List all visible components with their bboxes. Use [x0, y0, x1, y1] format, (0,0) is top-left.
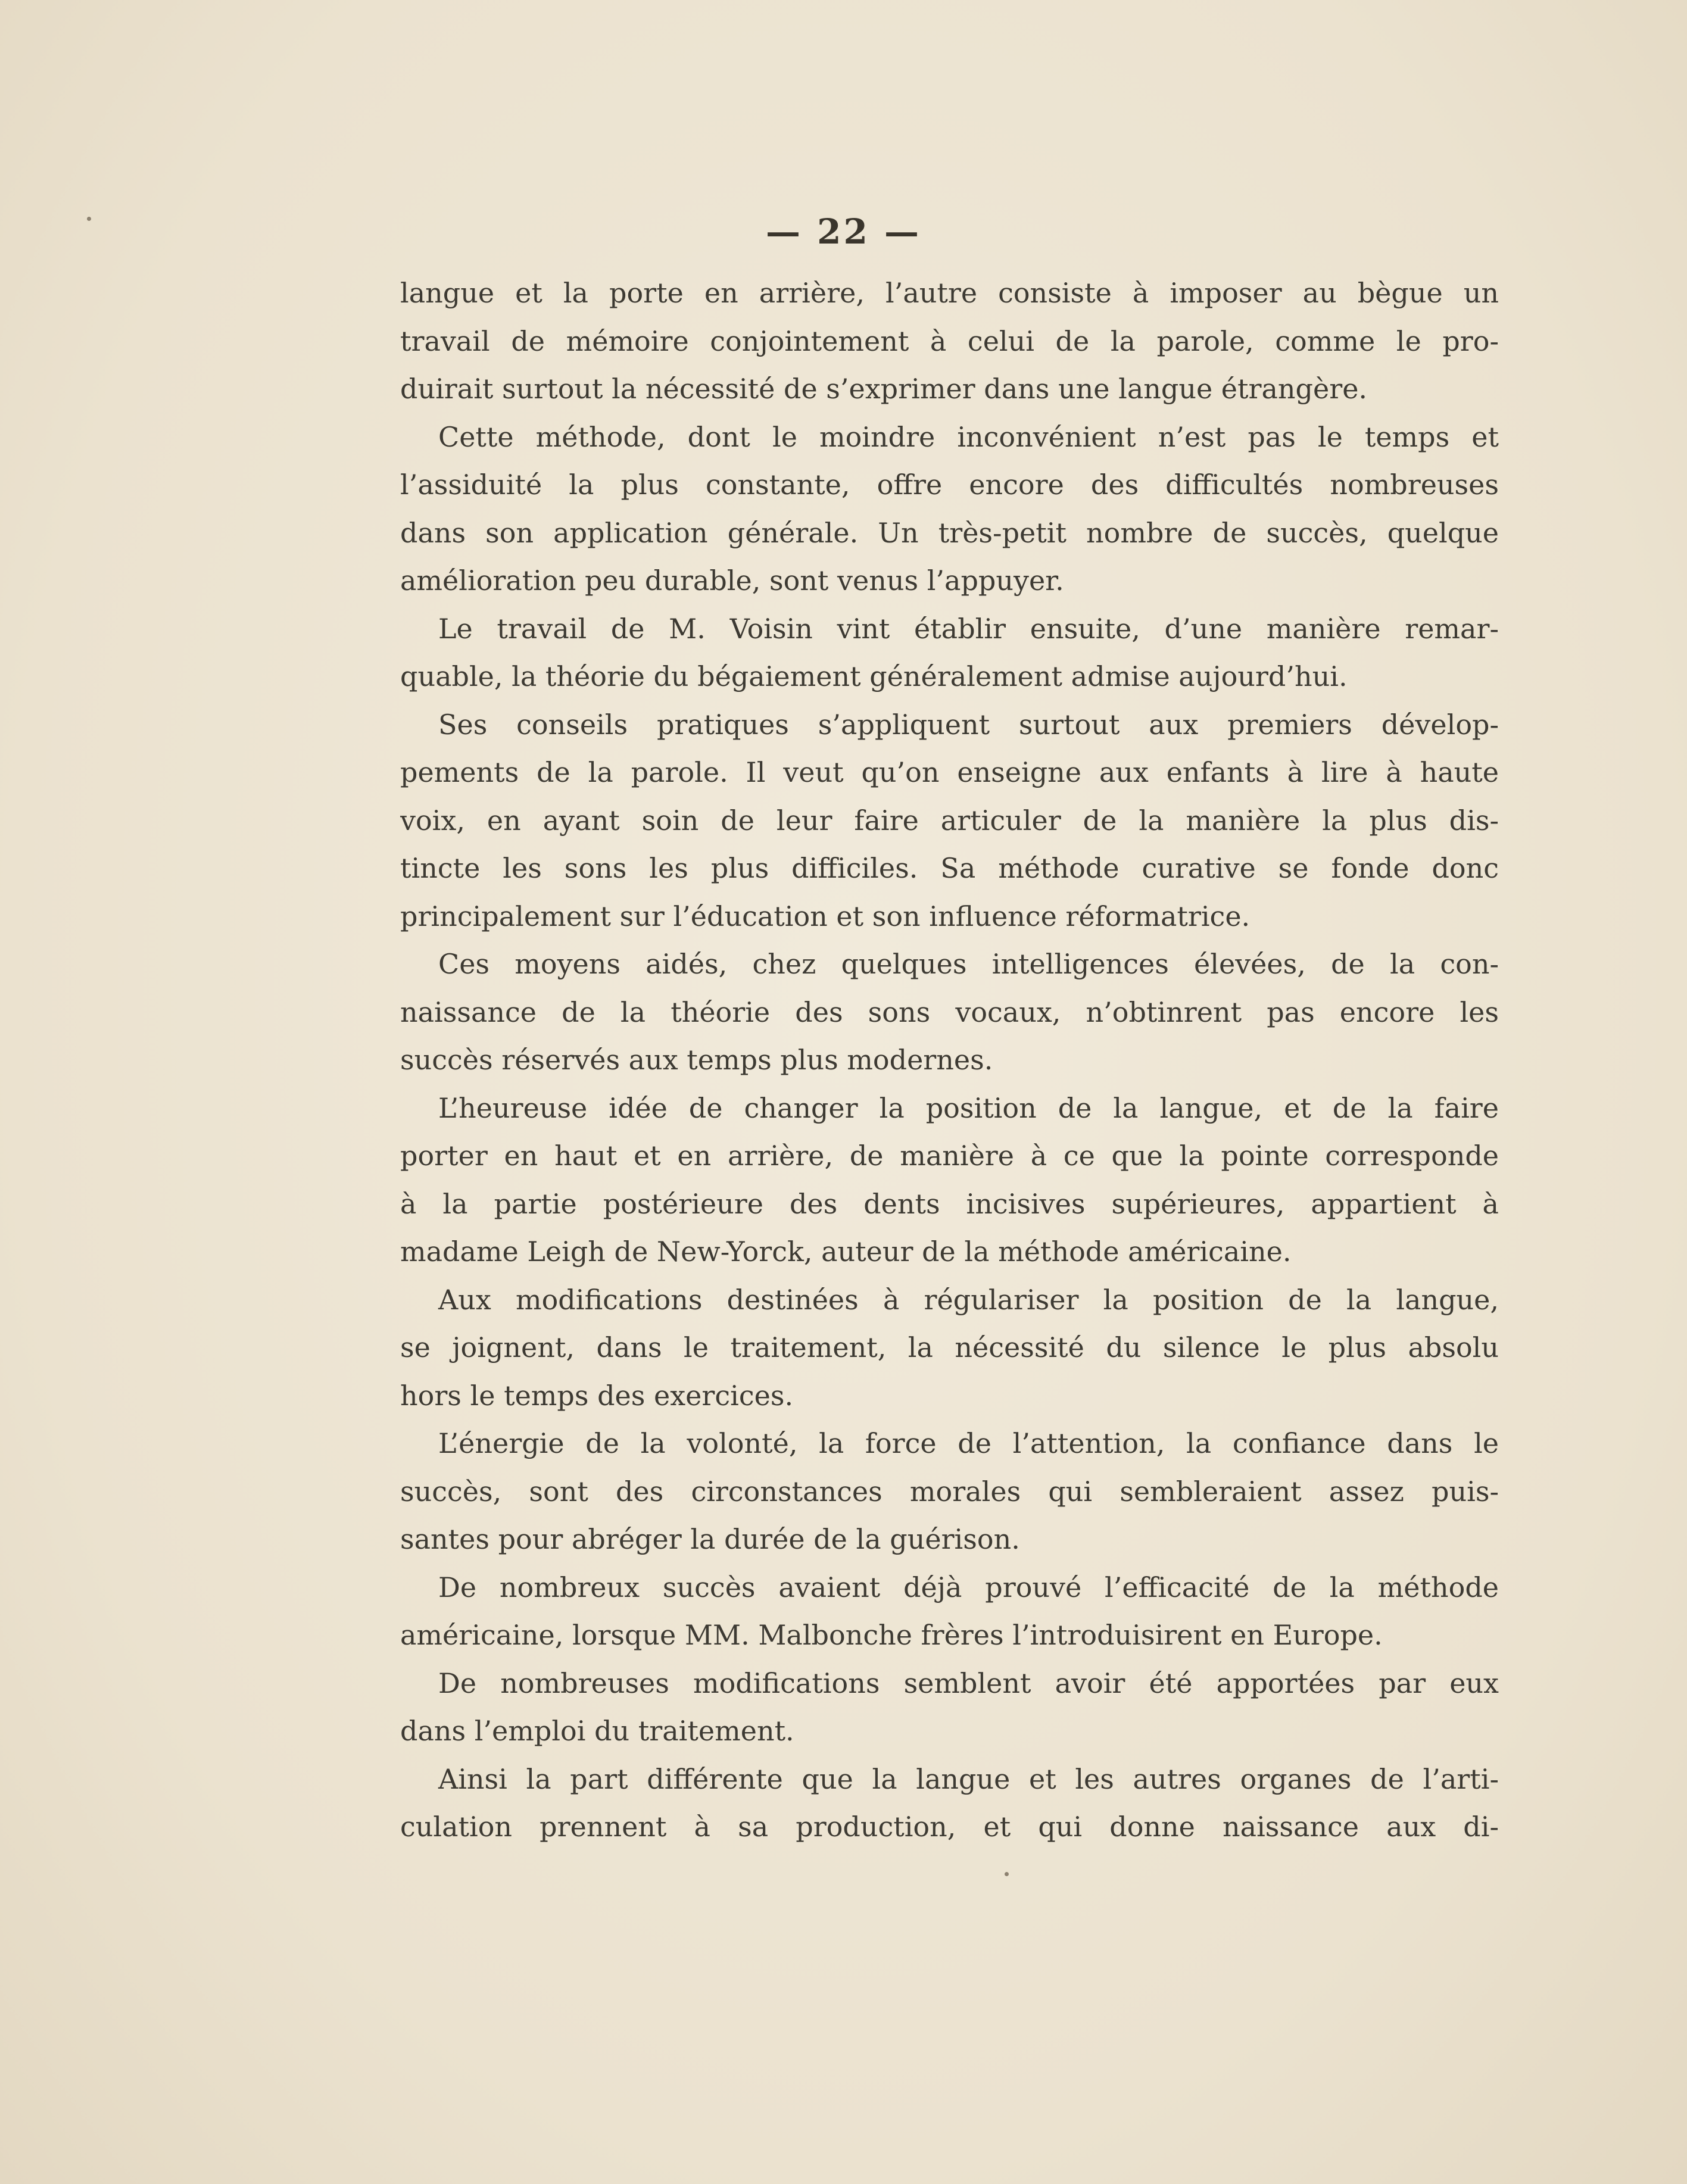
text-line: naissance de la théorie des sons vocaux, n’obtinrent pas encore les — [400, 996, 1499, 1028]
text-line: se joignent, dans le traitement, la nécessité du silence le plus absolu — [400, 1331, 1499, 1364]
text-line: duirait surtout la nécessité de s’exprimer dans une langue étrangère. — [400, 373, 1368, 405]
text-line: langue et la porte en arrière, l’autre consiste à imposer au bègue un — [400, 277, 1499, 309]
text-line: L’heureuse idée de changer la position de la langue, et de la faire — [438, 1091, 1499, 1124]
text-line: succès réservés aux temps plus modernes. — [400, 1044, 993, 1076]
text-line: principalement sur l’éducation et son influence réformatrice. — [400, 900, 1251, 932]
text-line: dans l’emploi du traitement. — [400, 1715, 794, 1747]
text-line: américaine, lorsque MM. Malbonche frères l’introduisirent en Europe. — [400, 1619, 1383, 1651]
text-line: voix, en ayant soin de leur faire articuler de la manière la plus dis- — [400, 804, 1499, 837]
text-line: Ainsi la part différente que la langue et les autres organes de l’arti- — [438, 1762, 1499, 1795]
page-number: — 22 — — [765, 211, 922, 252]
text-line: De nombreuses modifications semblent avoir été apportées par eux — [438, 1667, 1499, 1699]
text-line: amélioration peu durable, sont venus l’appuyer. — [400, 564, 1064, 597]
text-line: succès, sont des circonstances morales qui sembleraient assez puis- — [400, 1475, 1499, 1508]
text-line: L’énergie de la volonté, la force de l’attention, la confiance dans le — [438, 1427, 1499, 1459]
text-line: Ces moyens aidés, chez quelques intelligences élevées, de la con- — [438, 948, 1499, 980]
text-line: Cette méthode, dont le moindre inconvénient n’est pas le temps et — [438, 420, 1499, 453]
text-line: pements de la parole. Il veut qu’on enseigne aux enfants à lire à haute — [400, 756, 1499, 788]
text-line: à la partie postérieure des dents incisives supérieures, appartient à — [400, 1187, 1499, 1220]
text-line: travail de mémoire conjointement à celui de la parole, comme le pro- — [400, 325, 1499, 357]
text-line: porter en haut et en arrière, de manière à ce que la pointe corresponde — [400, 1140, 1499, 1172]
text-line: Le travail de M. Voisin vint établir ensuite, d’une manière remar- — [438, 612, 1499, 645]
text-line: madame Leigh de New-Yorck, auteur de la méthode américaine. — [400, 1235, 1292, 1268]
body-text — [400, 269, 1499, 1851]
text-line: De nombreux succès avaient déjà prouvé l’efficacité de la méthode — [438, 1571, 1499, 1603]
text-line: l’assiduité la plus constante, offre encore des difficultés nombreuses — [400, 469, 1499, 501]
text-line: Aux modifications destinées à régulariser la position de la langue, — [438, 1283, 1499, 1316]
text-line: quable, la théorie du bégaiement généralement admise aujourd’hui. — [400, 660, 1348, 692]
text-line: tincte les sons les plus difficiles. Sa méthode curative se fonde donc — [400, 852, 1499, 884]
text-line: culation prennent à sa production, et qui donne naissance aux di- — [400, 1811, 1499, 1843]
text-line: dans son application générale. Un très-petit nombre de succès, quelque — [400, 516, 1499, 549]
paper-speck — [1005, 1872, 1009, 1876]
text-line: santes pour abréger la durée de la guérison. — [400, 1523, 1020, 1555]
text-line: Ses conseils pratiques s’appliquent surtout aux premiers dévelop- — [438, 708, 1499, 741]
text-line: hors le temps des exercices. — [400, 1379, 794, 1412]
